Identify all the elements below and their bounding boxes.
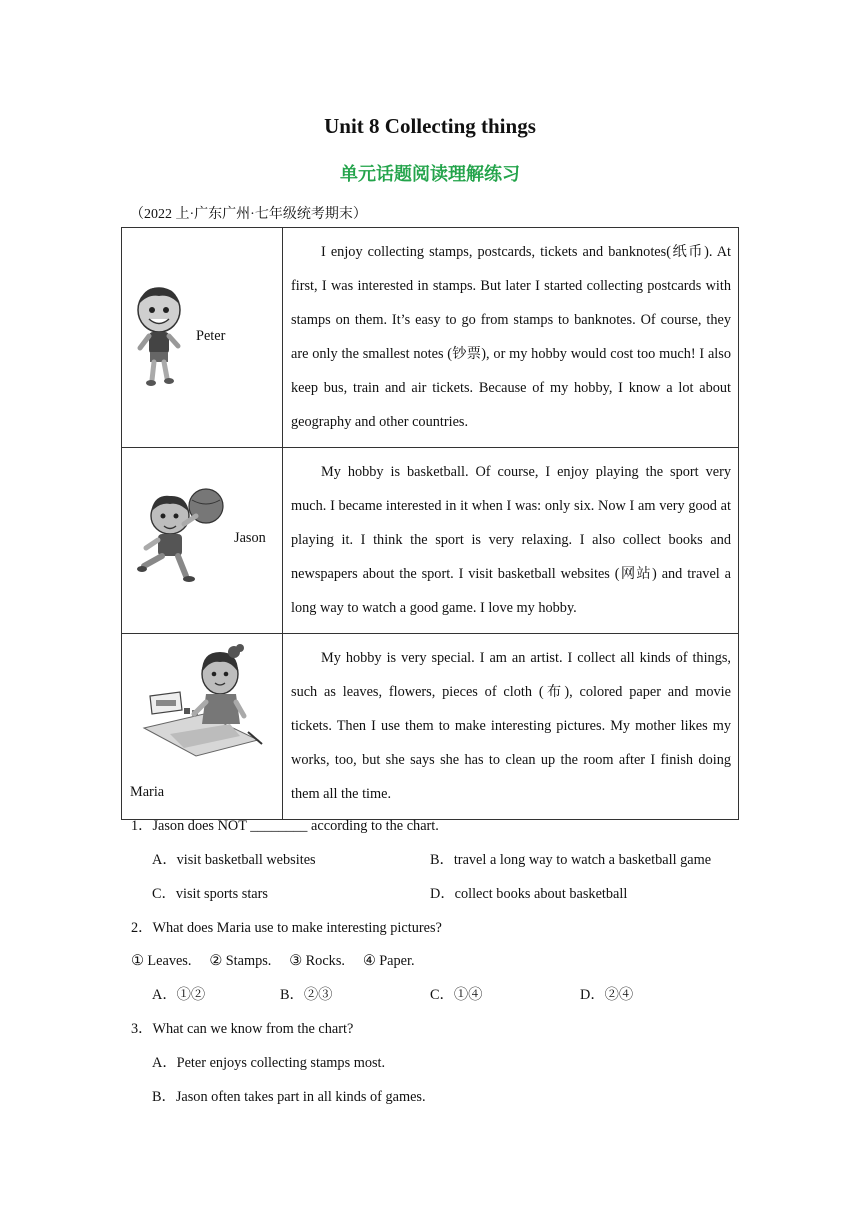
question-1-stem: 1．Jason does NOT ________ according to the chart.: [131, 818, 439, 834]
question-2-option-d: D．②④: [580, 987, 634, 1003]
question-3-option-b: B．Jason often takes part in all kinds of games.: [152, 1089, 426, 1105]
peter-cartoon-illustration: [134, 284, 184, 388]
jason-text-cell: [283, 448, 739, 634]
peter-picture-cell: [122, 228, 283, 448]
chart-row-peter: [122, 228, 739, 448]
jason-paragraph: My hobby is basketball. Of course, I enjoy playing the sport very much. I became interested in it when I was: only six. Now I am very good at playing it. I think the sport is very relaxing. I also collect books and newspapers about the sport. I visit basketball websites (网站) and travel a long way to watch a good game. I love my hobby.: [291, 464, 731, 616]
jason-picture-cell: [122, 448, 283, 634]
maria-cartoon-illustration: [140, 644, 264, 762]
maria-picture-cell: [122, 634, 283, 820]
peter-name-label: Peter: [196, 328, 226, 344]
maria-name-label: Maria: [130, 784, 165, 800]
question-1-option-b: B．travel a long way to watch a basketball game: [430, 852, 712, 868]
maria-paragraph: My hobby is very special. I am an artist. I collect all kinds of things, such as leaves, flowers, pieces of cloth (布), colored paper and movie tickets. Then I use them to make interesting pictures. My mother likes my works, too, but she says she has to clean up the room after I finish doing them all the time.: [291, 650, 731, 802]
hobby-chart: [121, 227, 739, 820]
jason-name-label: Jason: [234, 530, 266, 546]
jason-cartoon-illustration: [134, 486, 226, 586]
peter-paragraph: I enjoy collecting stamps, postcards, tickets and banknotes(纸币). At first, I was interested in stamps. But later I started collecting postcards with stamps on them. It’s easy to go from stamps to banknotes. Of course, they are only the smallest notes (钞票), or my hobby would cost too much! I also keep bus, train and air tickets. Because of my hobby, I know a lot about geography and other countries.: [291, 244, 731, 430]
chart-row-maria: [122, 634, 739, 820]
maria-text-cell: [283, 634, 739, 820]
question-1-option-a: A．visit basketball websites: [152, 852, 316, 868]
page-title: Unit 8 Collecting things: [324, 114, 536, 138]
question-2-option-b: B．②③: [280, 987, 333, 1003]
chart-row-jason: [122, 448, 739, 634]
question-2-stem: 2．What does Maria use to make interesting pictures?: [131, 920, 442, 936]
question-3-stem: 3．What can we know from the chart?: [131, 1021, 354, 1037]
question-3-option-a: A．Peter enjoys collecting stamps most.: [152, 1055, 386, 1071]
question-2-items: ① Leaves. ② Stamps. ③ Rocks. ④ Paper.: [131, 953, 415, 969]
question-2-option-a: A．①②: [152, 987, 206, 1003]
question-1-option-c: C．visit sports stars: [152, 886, 268, 902]
source-note: （2022 上·广东广州·七年级统考期末）: [130, 207, 367, 222]
peter-text-cell: [283, 228, 739, 448]
question-2-option-c: C．①④: [430, 987, 483, 1003]
question-1-option-d: D．collect books about basketball: [430, 886, 628, 902]
page-subtitle: 单元话题阅读理解练习: [340, 164, 520, 185]
